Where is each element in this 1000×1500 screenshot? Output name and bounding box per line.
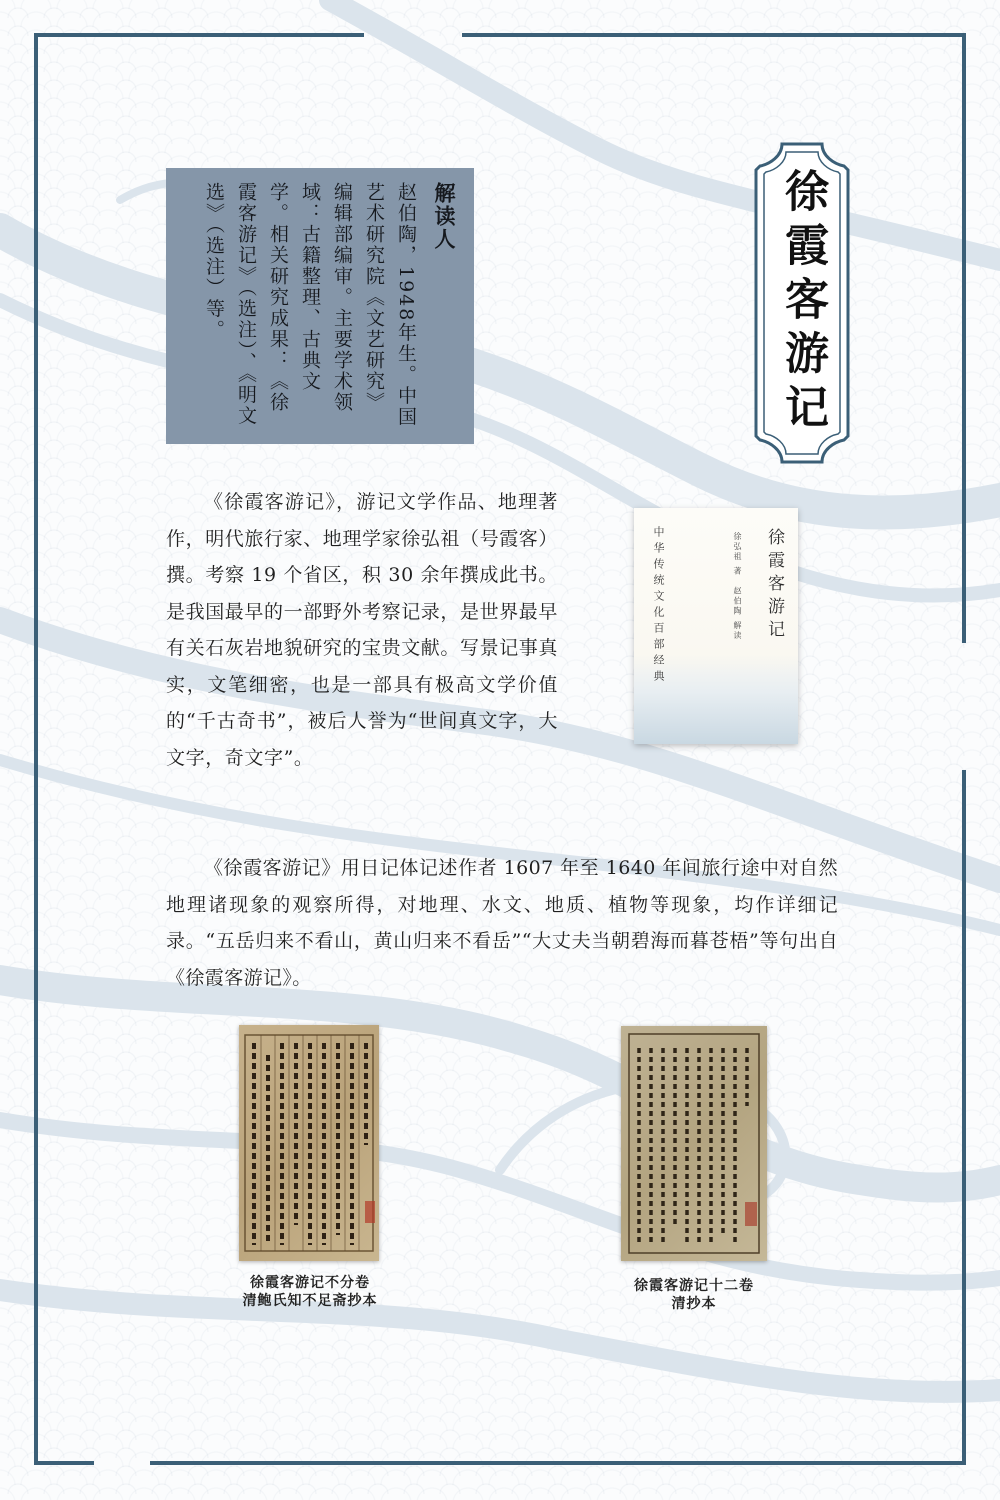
interpreter-bio: 赵伯陶，1948年生。中国艺术研究院《文艺研究》编辑部编审。主要学术领域：古籍整理、古典文学。相关研究成果：《徐霞客游记》（选注）、《明文选》（选注）等。 [203,182,417,428]
frame-right-lower [962,770,966,1465]
frame-bottom-left [34,1461,94,1465]
manuscript-image-1 [239,1025,379,1261]
cover-author-text: 徐弘祖 著 赵伯陶 解读 [733,532,742,642]
cover-series-text: 中华传统文化百部经典 [652,526,665,686]
image-caption-2 [574,1277,814,1313]
cover-title-text: 徐霞客游记 [764,528,784,643]
interpreter-heading: 解读人 [432,182,457,251]
interpreter-box [166,168,474,444]
caption-2-line-2: 清抄本 [671,1296,717,1312]
page-title: 徐霞客游记 [777,168,828,438]
frame-left [34,33,38,1465]
caption-1-line-2: 清鲍氏知不足斋抄本 [242,1293,378,1309]
frame-top-left [34,33,364,37]
book-cover-image [634,508,798,744]
caption-1-line-1: 徐霞客游记不分卷 [250,1275,370,1291]
caption-2-line-1: 徐霞客游记十二卷 [634,1278,754,1294]
frame-top-right [462,33,966,37]
frame-right-upper [962,33,966,643]
second-paragraph: 《徐霞客游记》用日记体记述作者 1607 年至 1640 年间旅行途中对自然地理诸现象的观察所得，对地理、水文、地质、植物等现象，均作详细记录。“五岳归来不看山，黄山归来不看岳”“大丈夫当朝碧海而暮苍梧”等句出自《徐霞客游记》。 [166,857,838,989]
intro-paragraph: 《徐霞客游记》，游记文学作品、地理著作，明代旅行家、地理学家徐弘祖（号霞客）撰。考察 19 个省区，积 30 余年撰成此书。是我国最早的一部野外考察记录，是世界最早有关石灰岩地貌研究的宝贵文献。写景记事真实，文笔细密，也是一部具有极高文学价值的“千古奇书”，被后人誉为“世间真文字，大文字，奇文字”。 [166,491,559,769]
manuscript-image-2 [621,1026,767,1261]
image-caption-1 [190,1274,430,1310]
frame-bottom-right [150,1461,966,1465]
